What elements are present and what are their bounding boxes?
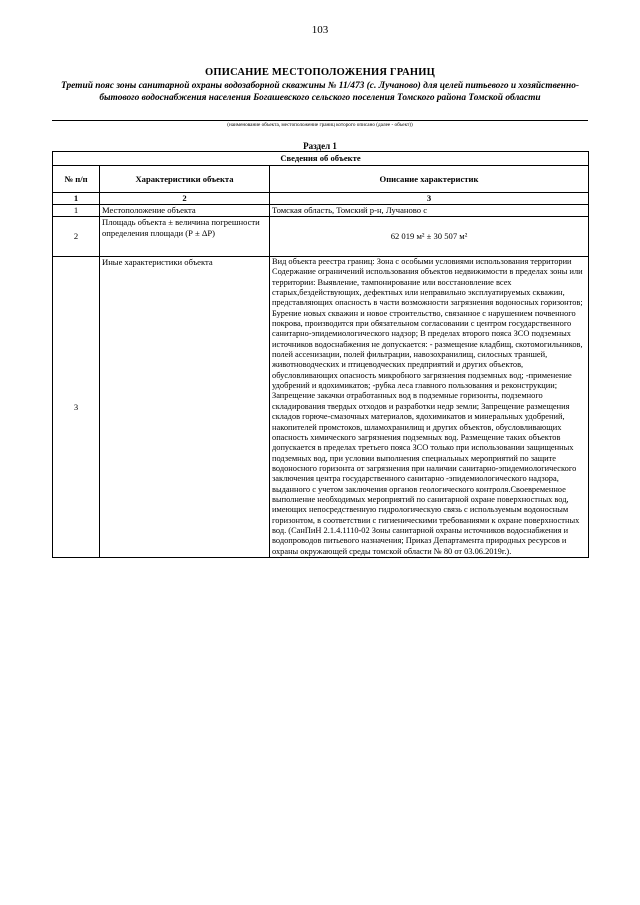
row-number: 2 [53,217,100,257]
col-header-num: № п/п [53,166,100,193]
row-number: 1 [53,205,100,217]
table-row [53,217,589,257]
row-description [270,257,589,558]
row-number: 3 [53,257,100,558]
col-number-1: 1 [53,193,100,205]
col-header-characteristic: Характеристики объекта [100,166,270,193]
object-caption: (наименование объекта, местоположение границ которого описано (далее - объект)) [227,122,413,128]
document-title: ОПИСАНИЕ МЕСТОПОЛОЖЕНИЯ ГРАНИЦ [205,67,435,78]
title-underline [52,120,588,121]
table-row [53,257,589,558]
object-info-table [52,151,589,558]
row-characteristic: Местоположение объекта [100,205,270,217]
object-type-text: Вид объекта реестра границ: Зона с особыми условиями использования территории [272,257,572,266]
row-characteristic: Площадь объекта ± величина погрешности определения площади (Р ± ΔР) [100,217,270,257]
row-description: 62 019 м² ± 30 507 м² [270,217,589,257]
restrictions-text: Содержание ограничений использования объектов недвижимости в пределах зоны или территории: Выявление, тампонирование или восстановление всех старых,бездействующих, дефектных или неправильно эксплуатируемых скважин, представляющих опасность в части возможности загрязнения водоносных горизонтов; Бурение новых скважин и новое строительство, связанное с нарушением почвенного покрова, производится при обязательном согласовании с центром государственного санитарно-эпидемиологического надзор; В пределах второго пояса ЗСО подземных источников водоснабжения не допускается: - размещение кладбищ, скотомогильников, полей ассенизации, полей фильтрации, навозохранилищ, силосных траншей, животноводческих и птицеводческих предприятий и других объектов, обусловливающих опасность микробного загрязнения подземных вод; -применение удобрений и ядохимикатов; -рубка леса главного пользования и реконструкции; Запрещение закачки отработанных вод в подземные горизонты, подземного складирования твердых отходов и разработки недр земли; Запрещение размещения складов горюче-смазочных материалов, ядохимикатов и минеральных удобрений, накопителей промстоков, шламохранилищ и других объектов, обусловливающих опасность химического загрязнения подземных вод. Размещение таких объектов допускается в пределах третьего пояса ЗСО только при использовании защищенных подземных вод, при условии выполнения специальных мероприятий по защите водоносного горизонта от загрязнения при наличии санитарно-эпидемиологического заключения центра государственного санитарно -эпидемиологического надзора, выданного с учетом заключения органов геологического контроля.Своевременное выполнение необходимых мероприятий по санитарной охране поверхностных вод, имеющих непосредственную гидрологическую связь с используемым водоносным горизонтом, в соответствии с гигиеническими требованиями к охране поверхностных вод. (СанПиН 2.1.4.1110-02 Зоны санитарной охраны источников водоснабжения и водопроводов питьевого назначения; Приказ Департамента природных ресурсов и охраны окружающей среды томской области № 80 от 03.06.2019г.). [272,267,583,556]
col-header-description: Описание характеристик [270,166,589,193]
document-subtitle: Третий пояс зоны санитарной охраны водозаборной скважины № 11/473 (с. Лучаново) для целей питьевого и хозяйственно-бытового водоснабжения населения Богашевского сельского поселения Томского района Томской области [60,81,580,103]
col-number-3: 3 [270,193,589,205]
col-number-2: 2 [100,193,270,205]
table-main-header: Сведения об объекте [53,152,589,166]
section-title: Раздел 1 [303,141,337,151]
table-row [53,205,589,217]
row-description: Томская область, Томский р-н, Лучаново с [270,205,589,217]
page-number: 103 [311,24,329,36]
row-characteristic: Иные характеристики объекта [100,257,270,558]
